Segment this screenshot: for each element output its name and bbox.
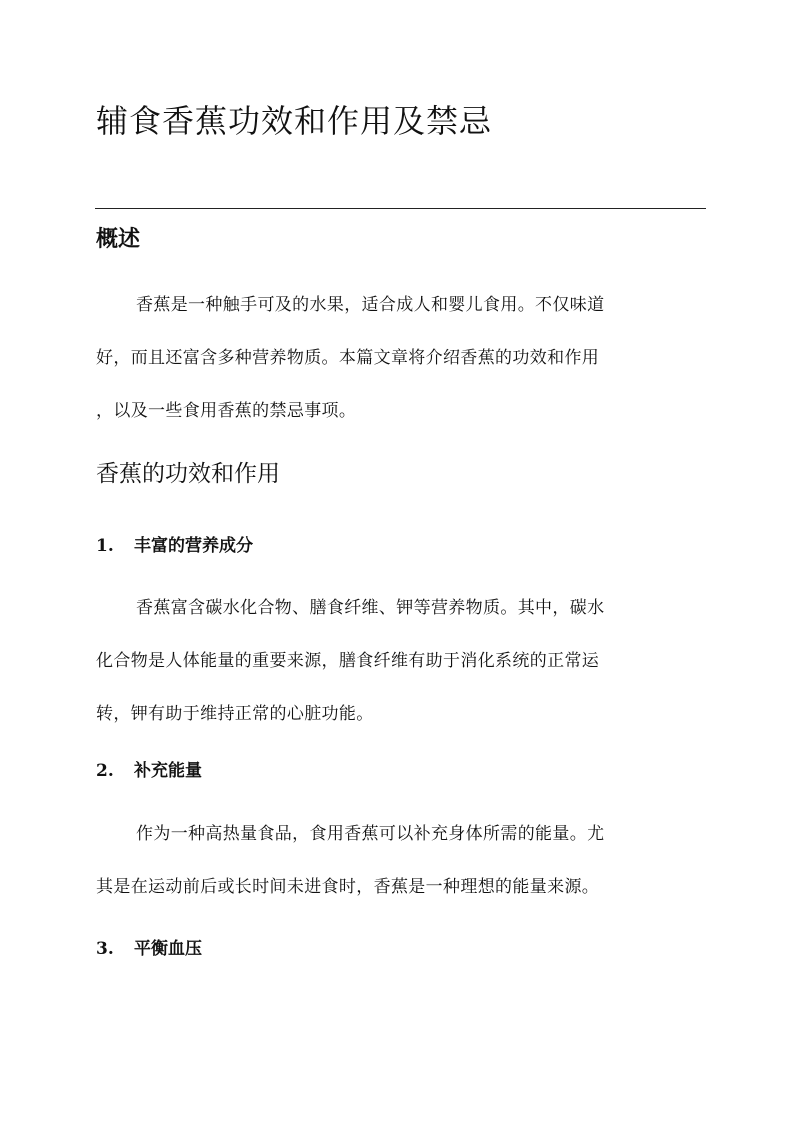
- paragraph-line: 化合物是人体能量的重要来源，膳食纤维有助于消化系统的正常运: [96, 651, 600, 671]
- paragraph-line: 其是在运动前后或长时间未进食时，香蕉是一种理想的能量来源。: [96, 877, 600, 897]
- section-number: 3.: [96, 939, 114, 959]
- section-title: 丰富的营养成分: [134, 536, 253, 556]
- section-heading-blood-pressure: [96, 934, 202, 959]
- overview-paragraph: [96, 293, 706, 452]
- title-divider: [95, 208, 706, 209]
- paragraph-line: 作为一种高热量食品，食用香蕉可以补充身体所需的能量。尤: [136, 824, 605, 844]
- section-title: 平衡血压: [134, 939, 202, 959]
- effects-heading: 香蕉的功效和作用: [96, 461, 280, 487]
- document-title: 辅食香蕉功效和作用及禁忌: [96, 102, 493, 140]
- section-heading-energy: [96, 756, 202, 781]
- nutrition-paragraph: [96, 596, 706, 755]
- energy-paragraph: [96, 822, 706, 928]
- paragraph-line: 香蕉富含碳水化合物、膳食纤维、钾等营养物质。其中，碳水: [136, 598, 605, 618]
- paragraph-line: 好，而且还富含多种营养物质。本篇文章将介绍香蕉的功效和作用: [96, 348, 600, 368]
- paragraph-line: 转，钾有助于维持正常的心脏功能。: [96, 704, 374, 724]
- section-heading-nutrition: [96, 531, 253, 556]
- paragraph-line: ，以及一些食用香蕉的禁忌事项。: [96, 401, 357, 421]
- overview-heading: 概述: [96, 226, 141, 252]
- paragraph-line: 香蕉是一种触手可及的水果，适合成人和婴儿食用。不仅味道: [136, 295, 605, 315]
- section-number: 2.: [96, 761, 114, 781]
- section-number: 1.: [96, 536, 114, 556]
- section-title: 补充能量: [134, 761, 202, 781]
